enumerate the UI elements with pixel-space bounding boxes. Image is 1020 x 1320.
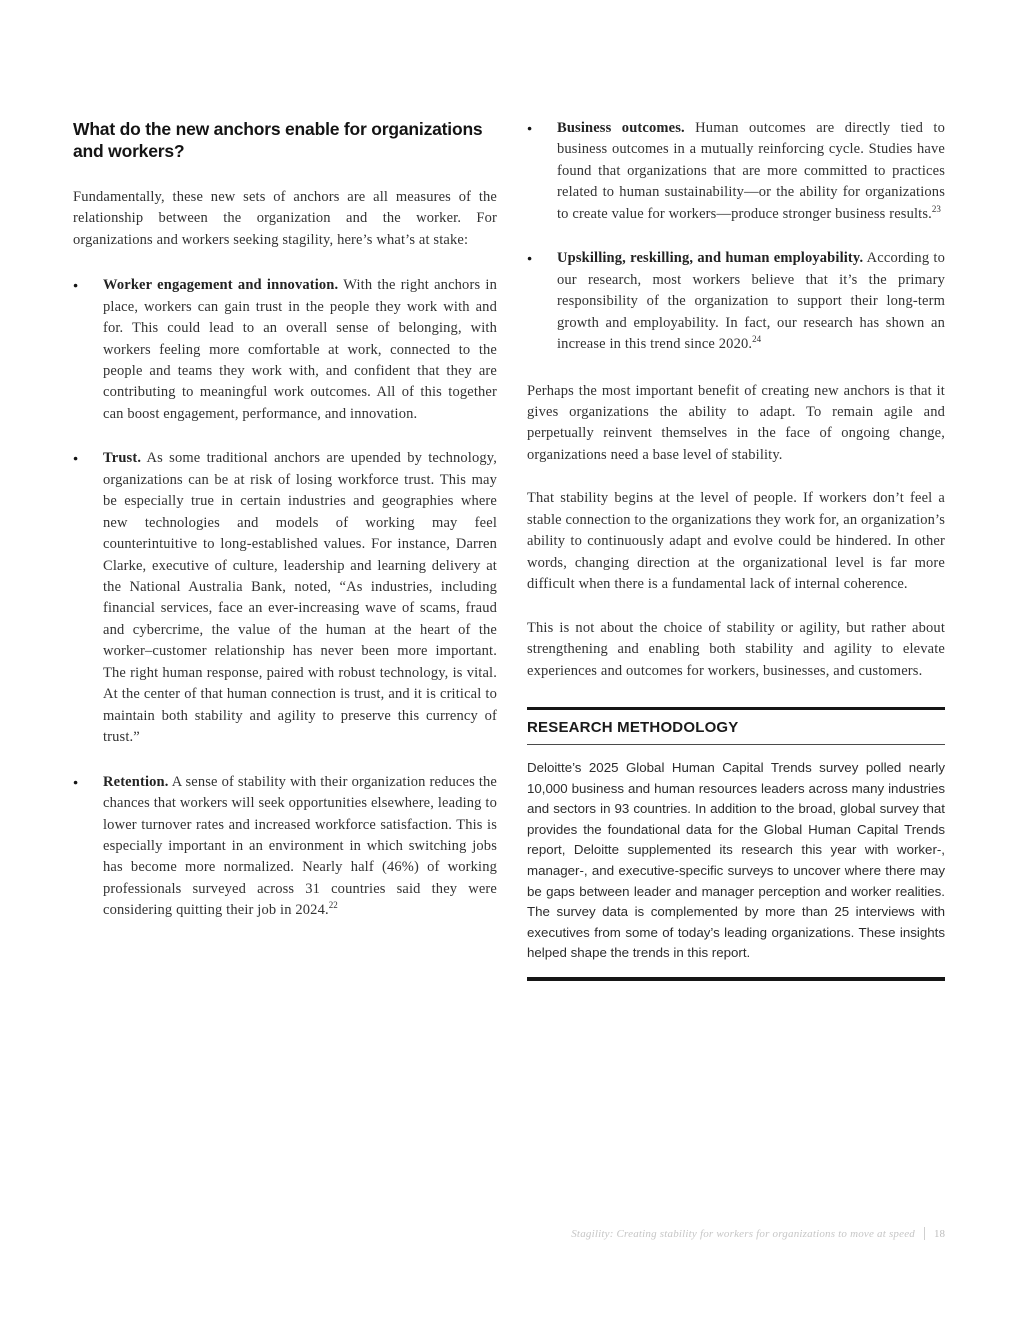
- bullet-item-upskilling: [527, 248, 945, 355]
- bullet-body: With the right anchors in place, workers can gain trust in the people they work with and for. This could lead to an overall sense of belonging, with workers feeling more comfortable at work, connected to the people and teams they work with, and confident that they are contributing to meaningful work outcomes. All of this together can boost engagement, performance, and innovation.: [103, 277, 497, 422]
- bullet-text: [103, 772, 497, 922]
- body-paragraphs: [527, 381, 945, 682]
- bullet-marker-icon: ●: [73, 280, 79, 291]
- paragraph-adapt: Perhaps the most important benefit of creating new anchors is that it gives organizations the ability to adapt. To remain agile and perpetually reinvent themselves in the face of ongoing change, organizations need a base level of stability.: [527, 382, 945, 463]
- intro-paragraph: Fundamentally, these new sets of anchors are all measures of the relationship between the organization and the worker. For organizations and workers seeking stagility, here’s what’s at stake:: [73, 188, 497, 248]
- bullet-marker-icon: ●: [527, 253, 533, 264]
- bullet-lead: Trust.: [103, 450, 142, 467]
- bullet-lead: Retention.: [103, 773, 169, 790]
- bullet-item-worker-engagement: [73, 275, 497, 425]
- bullet-item-trust: [73, 448, 497, 748]
- bullet-body: A sense of stability with their organization reduces the chances that workers will seek opportunities elsewhere, leading to lower turnover rates and increased workforce satisfaction. This is especially important in an environment in which switching jobs has become more normalized. Nearly half (46%) of working professionals surveyed across 31 countries said they were considering quitting their job in 2024.: [103, 773, 497, 919]
- bullet-lead: Business outcomes.: [557, 120, 685, 136]
- bullet-item-retention: [73, 772, 497, 922]
- bullet-body: Human outcomes are directly tied to business outcomes in a mutually reinforcing cycle. Studies have found that organizations that are more committed to practices related to human sustainability—or the ability for organizations to create value for workers—produce stronger business results.: [557, 120, 945, 222]
- bullet-body: According to our research, most workers believe that it’s the primary responsibility of the organization to support their long-term growth and employability. In fact, our research has shown an increase in this trend since 2020.: [557, 250, 945, 353]
- paragraph-stability-agility: This is not about the choice of stability or agility, but rather about strengthening and enabling both stability and agility to elevate experiences and outcomes for workers, businesses, and customers.: [527, 619, 945, 679]
- bullet-text: [557, 248, 945, 355]
- right-column: [527, 118, 945, 981]
- left-column: [73, 118, 497, 981]
- page-footer: [571, 1227, 945, 1240]
- paragraph-stability-people: That stability begins at the level of people. If workers don’t feel a stable connection to the organizations they work for, an organization’s ability to continuously adapt and evolve could be hindered. In other words, changing direction at the organizational level is far more difficult when there is a fundamental lack of internal coherence.: [527, 490, 945, 593]
- bullet-item-business-outcomes: [527, 118, 945, 225]
- footer-chapter-title: Stagility: Creating stability for workers for organizations to move at speed: [571, 1227, 915, 1240]
- footnote-ref: 24: [752, 334, 762, 345]
- bullet-text: [557, 118, 945, 225]
- bullet-lead: Worker engagement and innovation.: [103, 277, 339, 294]
- bullet-marker-icon: ●: [73, 453, 79, 464]
- research-methodology-box: [527, 707, 945, 981]
- bullet-text: [103, 275, 497, 425]
- page-number: 18: [934, 1227, 945, 1240]
- bullet-lead: Upskilling, reskilling, and human employability.: [557, 250, 864, 267]
- footnote-ref: 23: [931, 203, 941, 214]
- bullet-body: As some traditional anchors are upended by technology, organizations can be at risk of losing workforce trust. This may be especially true in certain industries and geographies where new technologies and models of working may feel counterintuitive to long-established values. For instance, Darren Clarke, executive of culture, leadership and learning delivery at the National Australia Bank, noted, “As industries, including financial services, face an ever-increasing wave of scams, fraud and cybercrime, the value of the human at the heart of the worker–customer relationship has never been more important. The right human response, paired with robust technology, is vital. At the center of that human connection is trust, and it is critical to maintain both stability and agility to preserve this currency of trust.”: [103, 450, 497, 746]
- footer-divider: [924, 1227, 925, 1240]
- section-heading: What do the new anchors enable for organizations and workers?: [73, 119, 483, 162]
- bullet-text: [103, 448, 497, 748]
- bullet-marker-icon: ●: [73, 776, 79, 787]
- methodology-body: Deloitte’s 2025 Global Human Capital Trends survey polled nearly 10,000 business and human resources leaders across many industries and sectors in 93 countries. In addition to the broad, global survey that provides the foundational data for the Global Human Capital Trends report, Deloitte supplemented its research this year with worker-, manager-, and executive-specific surveys to uncover where there may be gaps between leader and manager perception and worker realities. The survey data is complemented by more than 25 interviews with executives from some of today’s leading organizations. These insights helped shape the trends in this report.: [527, 759, 945, 961]
- bullet-marker-icon: ●: [527, 123, 533, 133]
- methodology-title: RESEARCH METHODOLOGY: [527, 710, 945, 745]
- footnote-ref: 22: [328, 900, 338, 911]
